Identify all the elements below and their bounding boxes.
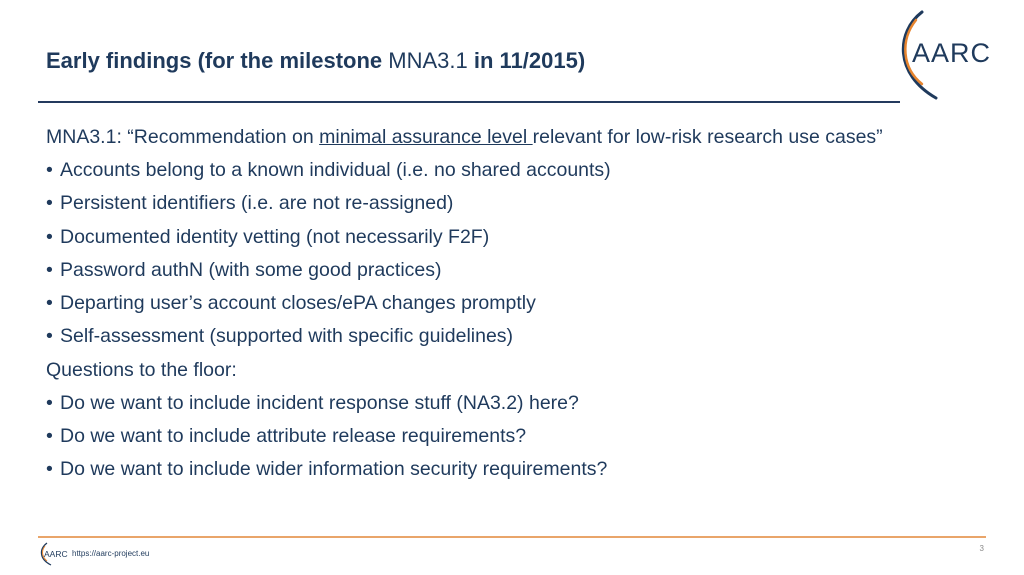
list-item: • Self-assessment (supported with specific guidelines) (46, 323, 946, 350)
title-milestone: MNA3.1 (388, 48, 468, 73)
footer-divider (38, 536, 986, 538)
list-item: • Do we want to include attribute release requirements? (46, 423, 946, 450)
intro-prefix: MNA3.1: “Recommendation on (46, 126, 320, 148)
title-part-1: Early findings (for the milestone (46, 48, 389, 73)
list-item: • Do we want to include incident response stuff (NA3.2) here? (46, 390, 946, 417)
list-item: • Accounts belong to a known individual (i.e. no shared accounts) (46, 157, 946, 184)
intro-underlined: minimal assurance level (319, 126, 533, 148)
questions-list (46, 390, 946, 484)
questions-heading: Questions to the floor: (46, 358, 237, 381)
logo-text: AARC (912, 38, 992, 68)
requirements-list (46, 157, 946, 350)
footer-url-link[interactable]: https://aarc-project.eu (72, 549, 150, 558)
aarc-logo (892, 10, 1002, 102)
slide-title (46, 48, 585, 74)
list-item: • Persistent identifiers (i.e. are not re-assigned) (46, 190, 946, 217)
page-number: 3 (979, 544, 984, 553)
slide-content (46, 124, 946, 490)
intro-suffix: relevant for low-risk research use cases” (532, 126, 883, 148)
list-item: • Do we want to include wider information security requirements? (46, 456, 946, 483)
footer-logo (38, 541, 70, 567)
title-part-3: in 11/2015) (467, 48, 586, 73)
list-item: • Password authN (with some good practices) (46, 257, 946, 284)
list-item: • Departing user’s account closes/ePA changes promptly (46, 290, 946, 317)
header-divider (38, 101, 900, 103)
intro-paragraph (46, 124, 946, 151)
list-item: • Documented identity vetting (not necessarily F2F) (46, 224, 946, 251)
footer-logo-text: AARC (44, 549, 68, 559)
